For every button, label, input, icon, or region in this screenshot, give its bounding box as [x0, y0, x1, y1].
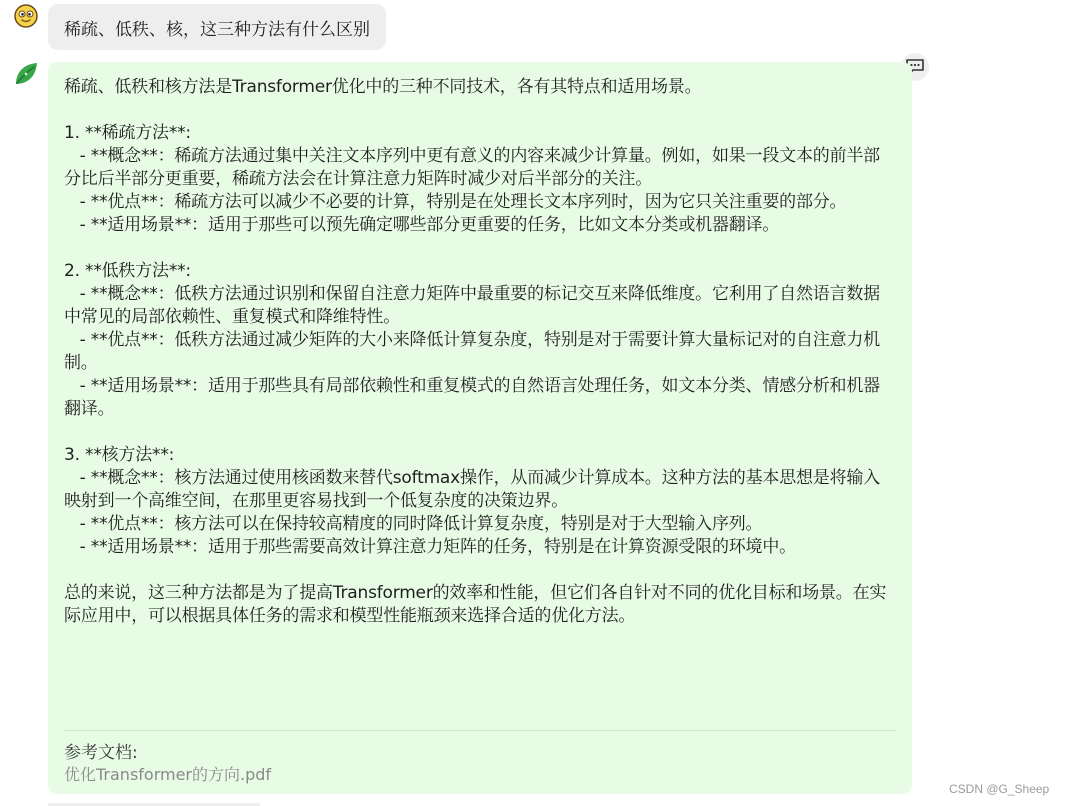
bot-avatar	[12, 60, 40, 88]
reference-divider	[64, 730, 896, 731]
bot-message-bubble	[48, 62, 912, 794]
watermark: CSDN @G_Sheep	[949, 782, 1050, 796]
smiley-face-icon	[14, 4, 38, 28]
reference-title: 参考文档:	[64, 743, 138, 763]
user-avatar	[14, 4, 38, 28]
green-leaf-icon	[12, 60, 40, 88]
user-message-text: 稀疏、低秩、核，这三种方法有什么区别	[64, 19, 370, 40]
reference-file-link[interactable]: 优化Transformer的方向.pdf	[64, 765, 272, 784]
bot-answer-text: 稀疏、低秩和核方法是Transformer优化中的三种不同技术，各有其特点和适用场景。 1. **稀疏方法**: - **概念**：稀疏方法通过集中关注文本序列中更有意义的内容来减少计算量。例如，如果一段文本的前半部分比后半部分更重要，稀疏方法会在计算注意力矩阵时减少对后半部分的关注。 - **优点**：稀疏方法可以减少不必要的计算，特别是在处理长文本序列时，因为它只关注重要的部分。 - **适用场景**：适用于那些可以预先确定哪些部分更重要的任务，比如文本分类或机器翻译。 2. **低秩方法**: - **概念**：低秩方法通过识别和保留自注意力矩阵中最重要的标记交互来降低维度。它利用了自然语言数据中常见的局部依赖性、重复模式和降维特性。 - **优点**：低秩方法通过减少矩阵的大小来降低计算复杂度，特别是对于需要计算大量标记对的自注意力机制。 - **适用场景**：适用于那些具有局部依赖性和重复模式的自然语言处理任务，如文本分类、情感分析和机器翻译。 3. **核方法**: - **概念**：核方法通过使用核函数来替代softmax操作，从而减少计算成本。这种方法的基本思想是将输入映射到一个高维空间，在那里更容易找到一个低复杂度的决策边界。 - **优点**：核方法可以在保持较高精度的同时降低计算复杂度，特别是对于大型输入序列。 - **适用场景**：适用于那些需要高效计算注意力矩阵的任务，特别是在计算资源受限的环境中。 总的来说，这三种方法都是为了提高Transformer的效率和性能，但它们各自针对不同的优化目标和场景。在实际应用中，可以根据具体任务的需求和模型性能瓶颈来选择合适的优化方法。	[64, 77, 887, 626]
user-message-bubble	[48, 4, 386, 50]
